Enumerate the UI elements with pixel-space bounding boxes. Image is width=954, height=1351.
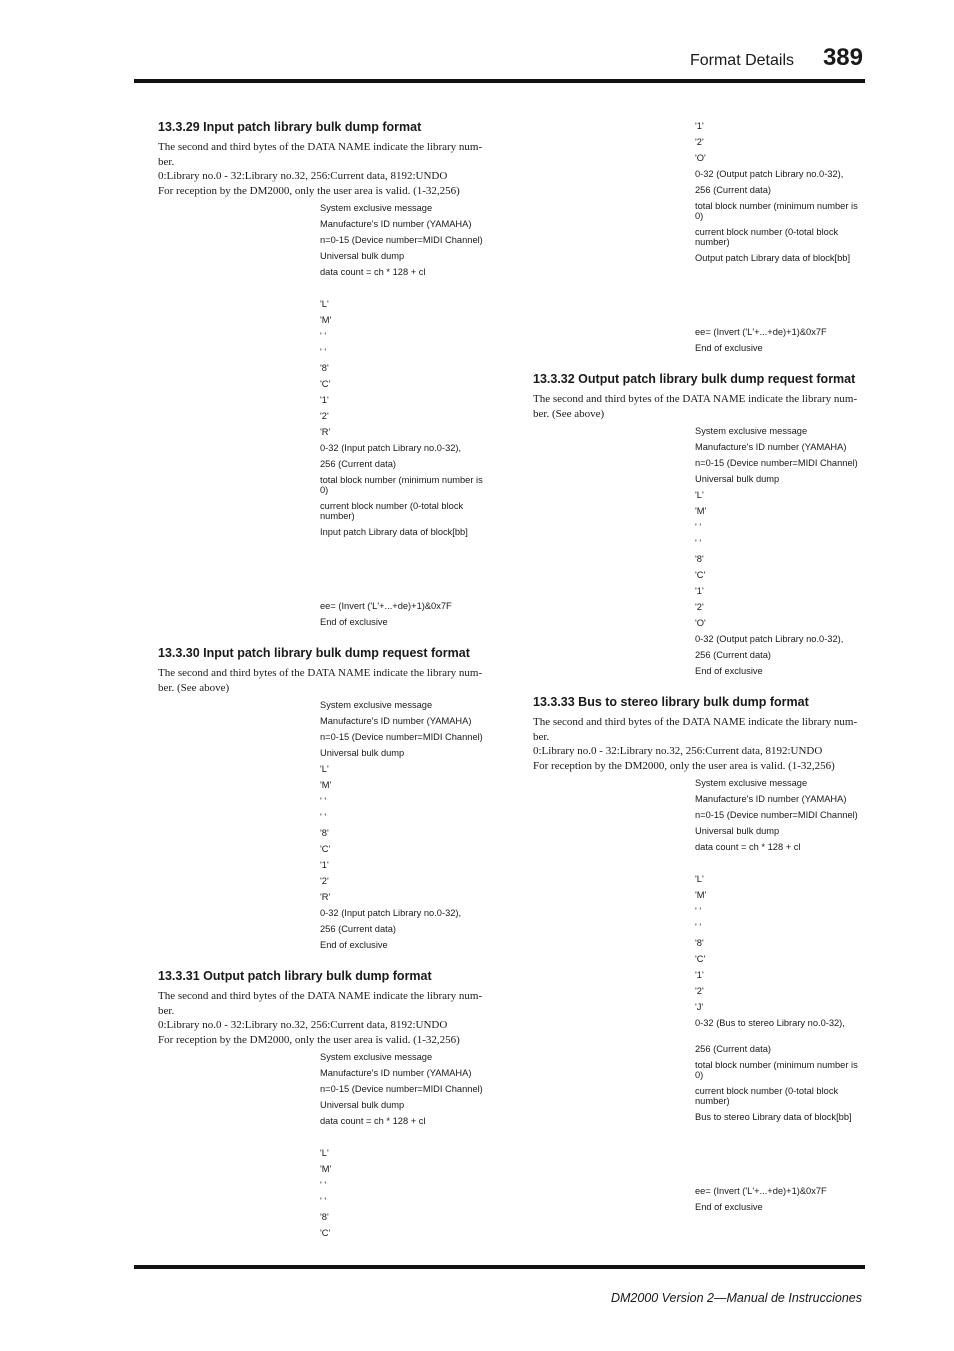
- format-row: data count = ch * 128 + cl: [320, 1116, 426, 1126]
- format-row: ' ': [695, 906, 702, 916]
- format-row: [695, 311, 865, 327]
- footer-rule: [134, 1265, 865, 1269]
- format-row: '1': [695, 970, 704, 980]
- description-line: For reception by the DM2000, only the user area is valid. (1-32,256): [533, 759, 835, 772]
- description-line: For reception by the DM2000, only the user area is valid. (1-32,256): [158, 184, 460, 197]
- format-row: data count = ch * 128 + cl: [695, 842, 801, 852]
- format-row: n=0-15 (Device number=MIDI Channel): [695, 810, 858, 820]
- format-row: ee= (Invert ('L'+...+de)+1)&0x7F: [695, 327, 827, 337]
- format-row: '1': [695, 586, 704, 596]
- format-row: Universal bulk dump: [695, 826, 780, 836]
- format-row: Manufacture's ID number (YAMAHA): [695, 442, 847, 452]
- header-title: Format Details: [689, 52, 794, 69]
- message-format-list: [695, 778, 865, 1218]
- section-13-3-33: [533, 694, 866, 1218]
- format-row: 'R': [320, 892, 331, 902]
- format-row: ' ': [320, 1196, 327, 1206]
- section-13-3-31-continued: [533, 121, 866, 359]
- section-description: [533, 392, 866, 421]
- format-row: 256 (Current data): [320, 924, 396, 934]
- header-rule: [134, 79, 865, 83]
- format-row: 'J': [695, 1002, 704, 1012]
- format-row: current block number (0-total block number): [695, 227, 839, 247]
- section-description: [158, 666, 491, 695]
- left-column: [158, 119, 491, 1244]
- description-line: The second and third bytes of the DATA NAME indicate the library num-ber. (See above): [158, 667, 483, 694]
- format-row: ' ': [695, 538, 702, 548]
- format-row: ' ': [320, 347, 327, 357]
- format-row: 256 (Current data): [320, 459, 396, 469]
- format-row: System exclusive message: [695, 426, 808, 436]
- format-row: 'C': [695, 954, 706, 964]
- section-title: 13.3.33 Bus to stereo library bulk dump format: [533, 695, 809, 709]
- format-row: [320, 283, 490, 299]
- format-row: ee= (Invert ('L'+...+de)+1)&0x7F: [320, 601, 452, 611]
- format-row: [695, 1138, 865, 1154]
- format-row: '2': [320, 876, 329, 886]
- description-line: The second and third bytes of the DATA NAME indicate the library num-ber.: [158, 990, 483, 1017]
- format-row: 256 (Current data): [695, 650, 771, 660]
- message-format-list: [695, 426, 865, 682]
- format-row: [320, 569, 490, 585]
- section-title: 13.3.30 Input patch library bulk dump request format: [158, 646, 470, 660]
- format-row: n=0-15 (Device number=MIDI Channel): [320, 235, 483, 245]
- format-row: Manufacture's ID number (YAMAHA): [320, 1068, 472, 1078]
- format-row: End of exclusive: [695, 343, 763, 353]
- description-line: The second and third bytes of the DATA NAME indicate the library num-ber.: [533, 716, 858, 743]
- format-row: End of exclusive: [695, 1202, 763, 1212]
- format-row: System exclusive message: [320, 203, 433, 213]
- format-row: total block number (minimum number is 0): [695, 201, 858, 221]
- description-line: 0:Library no.0 - 32:Library no.32, 256:Current data, 8192:UNDO: [533, 745, 823, 757]
- format-row: '8': [695, 938, 704, 948]
- format-row: 'O': [695, 618, 706, 628]
- format-row: '2': [695, 602, 704, 612]
- format-row: total block number (minimum number is 0): [320, 475, 483, 495]
- footer-text: DM2000 Version 2—Manual de Instrucciones: [610, 1291, 862, 1305]
- format-row: 256 (Current data): [695, 185, 771, 195]
- format-row: ' ': [320, 812, 327, 822]
- page-number: 389: [822, 44, 863, 71]
- format-row: Universal bulk dump: [320, 251, 405, 261]
- section-title: 13.3.32 Output patch library bulk dump request format: [533, 372, 856, 386]
- format-row: '1': [320, 860, 329, 870]
- section-13-3-30: [158, 645, 491, 956]
- format-row: 'L': [695, 490, 704, 500]
- format-row: total block number (minimum number is 0): [695, 1060, 858, 1080]
- format-row: 0-32 (Bus to stereo Library no.0-32),: [695, 1018, 845, 1028]
- format-row: '8': [320, 828, 329, 838]
- format-row: System exclusive message: [320, 700, 433, 710]
- format-row: Universal bulk dump: [320, 1100, 405, 1110]
- format-row: n=0-15 (Device number=MIDI Channel): [320, 732, 483, 742]
- section-description: [158, 140, 491, 198]
- format-row: '8': [695, 554, 704, 564]
- description-line: The second and third bytes of the DATA NAME indicate the library num-ber.: [158, 141, 483, 168]
- format-row: Bus to stereo Library data of block[bb]: [695, 1112, 852, 1122]
- format-row: 'O': [695, 153, 706, 163]
- format-row: '1': [695, 121, 704, 131]
- format-row: n=0-15 (Device number=MIDI Channel): [695, 458, 858, 468]
- format-row: [320, 553, 490, 569]
- format-row: 0-32 (Output patch Library no.0-32),: [695, 169, 844, 179]
- section-13-3-29: [158, 119, 491, 633]
- format-row: ' ': [320, 331, 327, 341]
- format-row: ee= (Invert ('L'+...+de)+1)&0x7F: [695, 1186, 827, 1196]
- format-row: data count = ch * 128 + cl: [320, 267, 426, 277]
- section-13-3-32: [533, 371, 866, 682]
- format-row: ' ': [320, 1180, 327, 1190]
- format-row: End of exclusive: [695, 666, 763, 676]
- format-row: current block number (0-total block number): [695, 1086, 839, 1106]
- format-row: Manufacture's ID number (YAMAHA): [695, 794, 847, 804]
- format-row: current block number (0-total block number): [320, 501, 464, 521]
- format-row: 'M': [320, 780, 332, 790]
- section-13-3-31: [158, 968, 491, 1244]
- format-row: 'C': [320, 844, 331, 854]
- format-row: 'L': [320, 1148, 329, 1158]
- format-row: 'L': [320, 299, 329, 309]
- description-line: 0:Library no.0 - 32:Library no.32, 256:Current data, 8192:UNDO: [158, 170, 448, 182]
- format-row: n=0-15 (Device number=MIDI Channel): [320, 1084, 483, 1094]
- format-row: '2': [695, 137, 704, 147]
- format-row: 'L': [320, 764, 329, 774]
- format-row: 'C': [695, 570, 706, 580]
- description-line: 0:Library no.0 - 32:Library no.32, 256:Current data, 8192:UNDO: [158, 1019, 448, 1031]
- format-row: 0-32 (Input patch Library no.0-32),: [320, 908, 462, 918]
- format-row: System exclusive message: [695, 778, 808, 788]
- format-row: 'M': [695, 890, 707, 900]
- format-row: Input patch Library data of block[bb]: [320, 527, 468, 537]
- format-row: 'L': [695, 874, 704, 884]
- format-row: System exclusive message: [320, 1052, 433, 1062]
- format-row: [695, 279, 865, 295]
- message-format-list: [320, 1052, 490, 1244]
- format-row: '8': [320, 1212, 329, 1222]
- section-description: [158, 989, 491, 1047]
- format-row: 'C': [320, 1228, 331, 1238]
- message-format-list: [320, 203, 490, 633]
- format-row: 'M': [695, 506, 707, 516]
- format-row: [695, 295, 865, 311]
- description-line: The second and third bytes of the DATA NAME indicate the library num-ber. (See above): [533, 393, 858, 420]
- section-title: 13.3.29 Input patch library bulk dump format: [158, 120, 422, 134]
- format-row: '1': [320, 395, 329, 405]
- format-row: End of exclusive: [320, 940, 388, 950]
- right-column: [533, 121, 866, 1218]
- message-format-list: [320, 700, 490, 956]
- format-row: [320, 1132, 490, 1148]
- description-line: For reception by the DM2000, only the user area is valid. (1-32,256): [158, 1033, 460, 1046]
- format-row: 0-32 (Input patch Library no.0-32),: [320, 443, 462, 453]
- format-row: [695, 858, 865, 874]
- format-row: 'C': [320, 379, 331, 389]
- format-row: 'M': [320, 315, 332, 325]
- message-format-list: [695, 121, 865, 359]
- format-row: End of exclusive: [320, 617, 388, 627]
- format-row: ' ': [695, 522, 702, 532]
- format-row: Manufacture's ID number (YAMAHA): [320, 219, 472, 229]
- format-row: Output patch Library data of block[bb]: [695, 253, 851, 263]
- format-row: '2': [320, 411, 329, 421]
- format-row: Manufacture's ID number (YAMAHA): [320, 716, 472, 726]
- format-row: 0-32 (Output patch Library no.0-32),: [695, 634, 844, 644]
- format-row: Universal bulk dump: [320, 748, 405, 758]
- format-row: 'R': [320, 427, 331, 437]
- format-row: [695, 1170, 865, 1186]
- format-row: [695, 1154, 865, 1170]
- section-title: 13.3.31 Output patch library bulk dump format: [158, 969, 432, 983]
- format-row: 'M': [320, 1164, 332, 1174]
- format-row: '8': [320, 363, 329, 373]
- section-description: [533, 715, 866, 773]
- format-row: '2': [695, 986, 704, 996]
- format-row: 256 (Current data): [695, 1044, 771, 1054]
- format-row: Universal bulk dump: [695, 474, 780, 484]
- format-row: [320, 585, 490, 601]
- format-row: ' ': [695, 922, 702, 932]
- format-row: ' ': [320, 796, 327, 806]
